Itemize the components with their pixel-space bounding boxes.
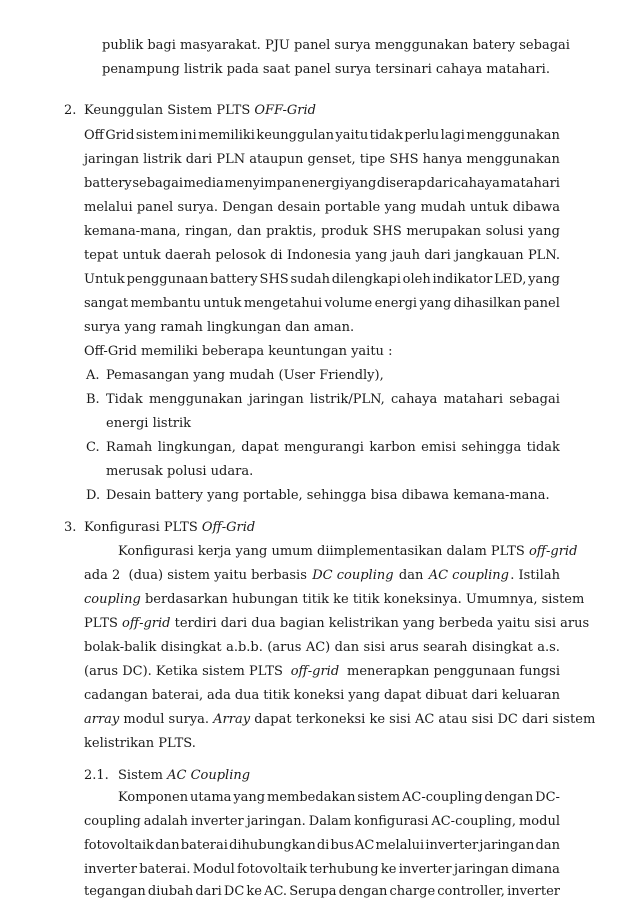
text-run: . Istilah xyxy=(510,568,560,583)
word: listrik xyxy=(143,152,182,167)
word: Grid xyxy=(105,128,135,143)
paragraph-line xyxy=(84,712,596,728)
word: tidak xyxy=(526,440,560,455)
section-heading xyxy=(84,520,255,536)
list-item-continued: merusak polusi udara. xyxy=(106,464,254,479)
word: jangkauan xyxy=(455,248,524,263)
word: energi xyxy=(374,296,418,311)
paragraph-line xyxy=(84,616,590,632)
word: konfigurasi xyxy=(354,814,429,829)
word: genset, xyxy=(307,152,356,167)
word: listrik/PLN, xyxy=(309,392,385,407)
word: Indonesia xyxy=(286,248,352,263)
word: SHS xyxy=(259,272,289,287)
paragraph-line xyxy=(84,664,560,680)
word: a.b.b. xyxy=(226,640,263,655)
word: untuk xyxy=(122,248,161,263)
word: yang xyxy=(528,272,560,287)
word: portable xyxy=(324,200,381,215)
word: cadangan xyxy=(84,688,148,703)
text-run: terdiri dari dua bagian kelistrikan yang berbeda yaitu sisi arus xyxy=(170,616,590,631)
text-run: ada 2 (dua) sistem yaitu berbasis xyxy=(84,568,312,583)
word: fotovoltaik xyxy=(84,838,155,853)
word: battery xyxy=(84,176,132,191)
word: bolak-balik xyxy=(84,640,157,655)
word: jaringan xyxy=(84,152,139,167)
word: media xyxy=(183,176,224,191)
word: Modul xyxy=(192,862,235,877)
word: sangat xyxy=(84,296,129,311)
word: baterai xyxy=(180,838,228,853)
subsection-number: 2.1. xyxy=(84,768,109,783)
text-run: Konfigurasi kerja yang umum diimplementasikan dalam PLTS xyxy=(118,544,529,559)
word: volume xyxy=(324,296,373,311)
paragraph-line xyxy=(84,884,560,900)
word: ataupun xyxy=(249,152,304,167)
word: merupakan xyxy=(406,224,482,239)
word: dan xyxy=(334,640,360,655)
list-item xyxy=(106,392,560,408)
word: matahari xyxy=(500,176,560,191)
word: lingkungan, xyxy=(157,440,236,455)
word: matahari xyxy=(443,392,504,407)
word: menggunakan xyxy=(466,128,560,143)
paragraph-line xyxy=(84,296,560,312)
word: Serupa xyxy=(289,884,337,899)
text-italic: DC coupling xyxy=(312,568,394,583)
text-run: (arus DC). Ketika sistem PLTS xyxy=(84,664,288,679)
text-italic: off-grid xyxy=(528,544,578,559)
word: yang xyxy=(355,248,388,263)
text-run: PLTS xyxy=(84,616,123,631)
intro-line: penampung listrik pada saat panel surya tersinari cahaya matahari. xyxy=(102,62,550,77)
word: ada xyxy=(207,688,231,703)
text-italic: off-grid xyxy=(290,664,340,679)
text-italic: AC coupling xyxy=(428,568,509,583)
word: tidak xyxy=(369,128,403,143)
paragraph-line xyxy=(84,128,560,144)
word: coupling xyxy=(84,814,141,829)
list-marker: C. xyxy=(86,440,100,455)
word: inverter xyxy=(507,884,560,899)
word: memiliki xyxy=(198,128,255,143)
word: membantu xyxy=(130,296,201,311)
section-heading xyxy=(84,103,316,119)
word: dari xyxy=(424,248,451,263)
word: AC-coupling xyxy=(401,790,483,805)
word: penggunaan xyxy=(126,272,209,287)
word: yang xyxy=(528,224,560,239)
word: AC) xyxy=(305,640,331,655)
word: menggunakan xyxy=(466,152,560,167)
word: lagi xyxy=(440,128,465,143)
word: yang xyxy=(419,296,452,311)
word: jaringan xyxy=(248,392,304,407)
word: karbon xyxy=(369,440,416,455)
word: koneksi xyxy=(293,688,345,703)
word: disingkat xyxy=(471,640,533,655)
word: ini xyxy=(179,128,197,143)
word: perlu xyxy=(404,128,440,143)
list-item-continued: energi listrik xyxy=(106,416,192,431)
paragraph-line xyxy=(84,152,560,168)
word: jauh xyxy=(391,248,421,263)
word: diserap xyxy=(376,176,427,191)
word: disingkat xyxy=(160,640,222,655)
word: menggunakan xyxy=(148,392,243,407)
word: dari xyxy=(195,884,222,899)
word: menyimpan xyxy=(224,176,302,191)
word: desain xyxy=(277,200,321,215)
word: melalui xyxy=(375,838,425,853)
paragraph-line xyxy=(84,640,560,656)
word: Untuk xyxy=(84,272,125,287)
word: ke xyxy=(246,884,262,899)
word: titik xyxy=(263,688,290,703)
word: yang xyxy=(348,688,381,703)
word: yang xyxy=(384,200,417,215)
paragraph-line xyxy=(118,544,578,560)
word: Dengan xyxy=(222,200,274,215)
word: dihasilkan xyxy=(453,296,522,311)
word: ke xyxy=(380,862,397,877)
word: dari xyxy=(426,176,454,191)
section-number: 3. xyxy=(64,520,77,535)
word: DC- xyxy=(535,790,560,805)
word: membedakan xyxy=(267,790,356,805)
word: yang xyxy=(344,176,377,191)
paragraph-line xyxy=(84,224,560,240)
word: mengetahui xyxy=(243,296,323,311)
word: Komponen xyxy=(118,790,189,805)
word: sisi xyxy=(363,640,386,655)
word: jaringan. xyxy=(246,814,306,829)
word: hanya xyxy=(422,152,463,167)
text-italic: Array xyxy=(213,712,251,727)
text-italic: array xyxy=(84,712,120,727)
paragraph-line: kelistrikan PLTS. xyxy=(84,736,196,751)
word: oleh xyxy=(402,272,431,287)
text-italic: off-grid xyxy=(122,616,171,631)
paragraph-line xyxy=(84,248,560,264)
word: battery xyxy=(210,272,258,287)
word: bus xyxy=(330,838,354,853)
word: mudah xyxy=(420,200,466,215)
word: ringan, xyxy=(185,224,233,239)
paragraph-line xyxy=(84,814,560,830)
word: sehingga xyxy=(461,440,522,455)
word: AC. xyxy=(264,884,288,899)
text-run: dan xyxy=(394,568,428,583)
word: controller, xyxy=(437,884,505,899)
word: dihubungkan xyxy=(229,838,316,853)
word: cahaya xyxy=(391,392,438,407)
list-marker: B. xyxy=(86,392,100,407)
list-item: Pemasangan yang mudah (User Friendly), xyxy=(106,368,384,383)
word: adalah xyxy=(143,814,188,829)
word: inverter xyxy=(425,838,479,853)
word: PLN xyxy=(216,152,246,167)
word: yaitu xyxy=(335,128,369,143)
word: indikator xyxy=(432,272,493,287)
list-marker: A. xyxy=(86,368,100,383)
word: tegangan xyxy=(84,884,146,899)
word: AC xyxy=(355,838,375,853)
word: fotovoltaik xyxy=(237,862,308,877)
word: dilengkapi xyxy=(331,272,401,287)
word: sudah xyxy=(290,272,330,287)
paragraph-line xyxy=(118,790,560,806)
word: Dalam xyxy=(308,814,352,829)
paragraph-line xyxy=(84,688,560,704)
word: searah xyxy=(423,640,468,655)
heading-text: Sistem xyxy=(118,768,168,783)
word: solusi xyxy=(485,224,524,239)
paragraph-line xyxy=(84,592,585,608)
word: untuk xyxy=(203,296,242,311)
paragraph-line xyxy=(84,838,560,854)
word: arus xyxy=(389,640,419,655)
word: tipe xyxy=(359,152,386,167)
word: PLN. xyxy=(527,248,560,263)
word: terhubung xyxy=(309,862,379,877)
word: mengurangi xyxy=(284,440,364,455)
paragraph-line xyxy=(84,272,560,288)
word: dari xyxy=(471,688,498,703)
word: dari xyxy=(185,152,213,167)
word: panel xyxy=(136,200,174,215)
word: a.s. xyxy=(537,640,560,655)
word: charge xyxy=(389,884,436,899)
word: jaringan xyxy=(453,862,509,877)
word: inverter xyxy=(84,862,137,877)
word: jaringan xyxy=(479,838,535,853)
paragraph-line xyxy=(84,176,560,192)
heading-text: Keunggulan Sistem PLTS xyxy=(84,103,255,118)
word: cahaya xyxy=(453,176,500,191)
word: keunggulan xyxy=(256,128,334,143)
word: diubah xyxy=(147,884,194,899)
word: energi xyxy=(301,176,345,191)
word: Tidak xyxy=(106,392,143,407)
word: sistem xyxy=(135,128,179,143)
word: tepat xyxy=(84,248,119,263)
word: dua xyxy=(234,688,260,703)
heading-italic: Off-Grid xyxy=(201,520,256,535)
word: untuk xyxy=(470,200,509,215)
word: produk xyxy=(321,224,369,239)
paragraph-line xyxy=(84,200,560,216)
word: dan xyxy=(535,838,560,853)
word: sistem xyxy=(357,790,401,805)
word: utama xyxy=(190,790,232,805)
word: keluaran xyxy=(501,688,560,703)
heading-italic: AC Coupling xyxy=(167,768,251,783)
word: Ramah xyxy=(106,440,153,455)
word: surya. xyxy=(177,200,218,215)
word: LED, xyxy=(494,272,527,287)
word: sebagai xyxy=(132,176,183,191)
word: SHS xyxy=(389,152,419,167)
text-run: modul surya. xyxy=(119,712,214,727)
word: dibawa xyxy=(512,200,560,215)
word: sebagai xyxy=(509,392,560,407)
word: di xyxy=(316,838,330,853)
list-item: Desain battery yang portable, sehingga bisa dibawa kemana-mana. xyxy=(106,488,550,503)
word: DC xyxy=(223,884,245,899)
subsection-heading xyxy=(118,768,250,784)
word: yang xyxy=(233,790,266,805)
word: SHS xyxy=(372,224,402,239)
word: melalui xyxy=(84,200,133,215)
heading-text: Konfigurasi PLTS xyxy=(84,520,202,535)
word: kemana-mana, xyxy=(84,224,181,239)
word: modul xyxy=(518,814,560,829)
text-italic: coupling xyxy=(84,592,141,607)
word: pelosok xyxy=(215,248,266,263)
word: Off xyxy=(84,128,104,143)
word: dan xyxy=(155,838,180,853)
section-number: 2. xyxy=(64,103,77,118)
list-lead: Off-Grid memiliki beberapa keuntungan yaitu : xyxy=(84,344,393,359)
paragraph-line xyxy=(84,568,560,584)
paragraph-line xyxy=(84,862,560,878)
word: dengan xyxy=(338,884,388,899)
word: inverter xyxy=(190,814,244,829)
word: dapat xyxy=(383,688,422,703)
list-item xyxy=(106,440,560,456)
word: (arus xyxy=(267,640,302,655)
word: dengan xyxy=(484,790,534,805)
word: baterai, xyxy=(151,688,204,703)
word: praktis, xyxy=(266,224,317,239)
word: dan xyxy=(237,224,262,239)
word: dibuat xyxy=(425,688,468,703)
word: AC-coupling, xyxy=(431,814,517,829)
word: daerah xyxy=(165,248,212,263)
text-run: menerapkan penggunaan fungsi xyxy=(342,664,560,679)
word: dapat xyxy=(241,440,279,455)
word: dimana xyxy=(511,862,560,877)
word: emisi xyxy=(421,440,457,455)
text-run: dapat terkoneksi ke sisi AC atau sisi DC dari sistem xyxy=(250,712,596,727)
list-marker: D. xyxy=(86,488,101,503)
heading-italic: OFF-Grid xyxy=(254,103,316,118)
word: panel xyxy=(523,296,560,311)
word: inverter xyxy=(398,862,452,877)
word: di xyxy=(270,248,283,263)
word: baterai. xyxy=(139,862,191,877)
text-run: berdasarkan hubungan titik ke titik koneksinya. Umumnya, sistem xyxy=(140,592,585,607)
intro-line: publik bagi masyarakat. PJU panel surya menggunakan batery sebagai xyxy=(102,38,570,53)
paragraph-line: surya yang ramah lingkungan dan aman. xyxy=(84,320,355,335)
